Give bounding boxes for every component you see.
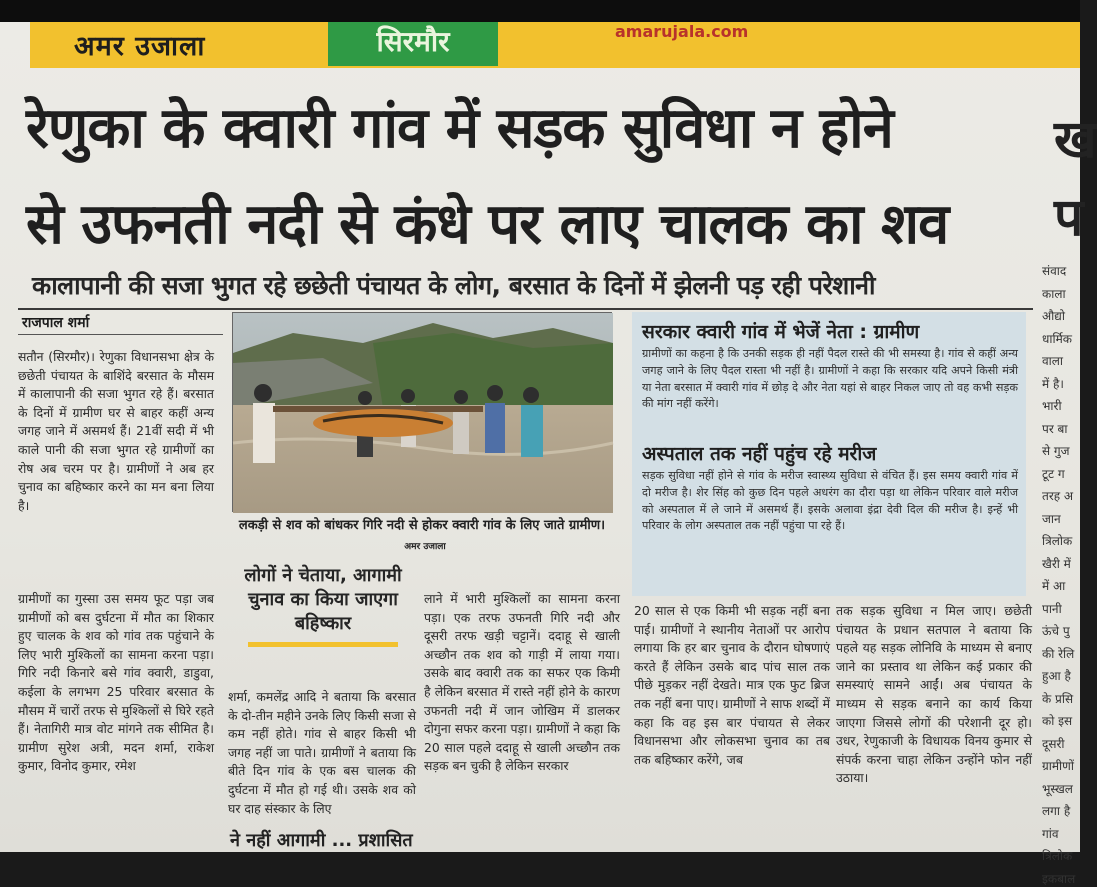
divider (18, 334, 223, 335)
pull-quote (230, 564, 416, 647)
next-headline-text: ने नहीं आगामी ... प्रशासित (230, 830, 413, 851)
box-text-1: ग्रामीणों का कहना है कि उनकी सड़क ही नहीं पैदल रास्ते की भी समस्या है। गांव से कहीं अन्य जगह जाने के लिए पैदल रास्ता भी नहीं है। ग्रामीणों ने कहा कि सरकार यदि अपने किसी मंत्री या नेता बरसात में क्वारी गांव में छोड़ दे और नेता यहां से बाहर निकल जाए तो वह कभी सड़क की मांग नहीं करेंगे। (642, 347, 1018, 411)
caption-text: लकड़ी से शव को बांधकर गिरि नदी से होकर क्वारी गांव के लिए जाते ग्रामीण। (238, 518, 606, 533)
paragraph: शर्मा, कमलेंद्र आदि ने बताया कि बरसात के दो-तीन महीने उनके लिए किसी सजा से कम नहीं होते। गांव से बाहर किसी भी जगह नहीं जा पाते। ग्रामीणों ने बताया कि बीते दिन गांव के एक बस चालक की दुर्घटना में मौत हो गई थी। उसके शव को घर दाह संस्कार के लिए (228, 689, 416, 816)
divider (18, 308, 1033, 310)
edge-text-line: काला (1042, 286, 1066, 301)
paragraph: तक सड़क सुविधा न मिल जाए। छछेती पंचायत के प्रधान सतपाल ने बताया कि पहले यह सड़क लोनिवि के माध्यम से बनाए जाने का प्रस्ताव था लेकिन कई प्रकार की समस्याएं सामने आईं। अब पंचायत के माध्यम से सड़क बनाने का कार्य किया जाएगा जिससे लोगों की परेशानी दूर हो। उधर, रेणुकाजी के विधायक विनय कुमार से संपर्क करना चाहा लेकिन उन्होंने फोन नहीं उठाया। (836, 603, 1032, 786)
box-title-1: सरकार क्वारी गांव में भेजें नेता : ग्रामीण (642, 321, 920, 343)
edge-text-line: लगा है (1042, 804, 1071, 818)
edge-text-line: को इस (1042, 714, 1073, 728)
edge-text-line: दूसरी (1042, 736, 1065, 751)
edge-text-line: हुआ है (1042, 669, 1071, 683)
section-tag: सिरमौर (328, 22, 498, 66)
edge-text-line: ऊंचे पु (1042, 624, 1070, 638)
paragraph: सतौन (सिरमौर)। रेणुका विधानसभा क्षेत्र के छछेती पंचायत के बाशिंदे बरसात के मौसम में कालापानी की सजा भुगत रहे हैं। बरसात के दिनों में ग्रामीण घर से बाहर कहीं अन्य जगह जाने में असमर्थ हैं। 21वीं सदी में भी काले पानी की सजा भुगत रहे ग्रामीणों का रोष अब चरम पर है। ग्रामीणों ने अब हर चुनाव का बहिष्कार करने का मन बना लिया है। (18, 349, 214, 513)
news-photo (232, 312, 612, 512)
edge-text-line: इकबाल (1042, 871, 1076, 886)
article-column-2 (228, 688, 416, 818)
paragraph: 20 साल से एक किमी भी सड़क नहीं बना पाई। ग्रामीणों ने स्थानीय नेताओं पर आरोप लगाया कि हर बार चुनाव के दौरान घोषणाएं करते हैं लेकिन उसके बाद पांच साल तक पीछे मुड़कर नहीं देखते। मात्र एक फुट ब्रिज तक नहीं बना पाए। ग्रामीणों ने साफ शब्दों में कहा कि वह इस बार पंचायत से लेकर विधानसभा और लोकसभा चुनाव का तब तक बहिष्कार करेंगे, जब (634, 603, 830, 767)
sidebar-box (632, 312, 1026, 596)
edge-text-line: पानी (1042, 601, 1062, 616)
edge-text-line: वाला (1042, 354, 1064, 368)
website-label: amarujala.com (615, 22, 749, 41)
edge-text-line: से गुज (1042, 444, 1070, 458)
article-column-5 (836, 602, 1032, 788)
edge-text-line: में आ (1042, 579, 1066, 593)
edge-text-line: जान (1042, 511, 1061, 526)
edge-text-line: भूस्खल (1042, 781, 1073, 796)
box-title-2: अस्पताल तक नहीं पहुंच रहे मरीज (642, 443, 877, 465)
edge-headline-fragment: प (1054, 188, 1084, 248)
edge-text-line: पर बा (1042, 421, 1068, 436)
paragraph: लाने में भारी मुश्किलों का सामना करना पड़ा। एक तरफ उफनती गिरि नदी और दूसरी तरफ खड़ी चट्टानें। ददाहू से खाली अच्छौन तक शव को गाड़ी में लाया गया। उसके बाद क्वारी तक का सफर एक किमी है लेकिन बरसात में रास्ते नहीं होने के कारण उफनती नदी में जान जोखिम में डालकर दोगुना सफर करना पड़ा। ग्रामीणों ने कहा कि 20 साल पहले ददाहू से खाली अच्छौन तक सड़क बन चुकी है लेकिन सरकार (424, 591, 620, 774)
edge-text-line: की रेलि (1042, 646, 1075, 661)
photo-credit: अमर उजाला (404, 542, 446, 552)
subheadline: कालापानी की सजा भुगत रहे छछेती पंचायत के लोग, बरसात के दिनों में झेलनी पड़ रही परेशानी (32, 271, 876, 300)
edge-text-line: में है। (1042, 376, 1064, 391)
edge-text-line: के प्रसि (1042, 691, 1074, 706)
article-column-3 (424, 590, 620, 776)
article-column-1b (18, 590, 214, 776)
photo-caption (232, 516, 612, 557)
edge-text-line: गांव (1042, 826, 1059, 841)
box-text-2: सड़क सुविधा नहीं होने से गांव के मरीज स्वास्थ्य सुविधा से वंचित हैं। इस समय क्वारी गांव में दो मरीज है। शेर सिंह को कुछ दिन पहले अधरंग का दौरा पड़ा था लेकिन परिवार वाले मरीज को अस्पताल में ले जाने में असमर्थ हैं। इसके अलावा इंद्रा देवी दिल की मरीज है। इन्हें भी परिवार के लोग अस्पताल तक नहीं पहुंचा पा रहे हैं। (642, 469, 1019, 533)
brand-logo: अमर उजाला (74, 31, 206, 62)
edge-headline-fragment: ख (1054, 110, 1097, 170)
adjacent-article-edge (1040, 102, 1097, 886)
river-crossing-photo (233, 313, 613, 513)
edge-text-line: औद्यो (1042, 309, 1065, 323)
newspaper-page (0, 22, 1097, 886)
next-headline-fragment (230, 828, 650, 852)
article-column-4 (634, 602, 830, 769)
pull-quote-bar (248, 642, 398, 647)
paragraph: ग्रामीणों का गुस्सा उस समय फूट पड़ा जब ग्रामीणों को बस दुर्घटना में मौत का शिकार हुए चालक के शव को गांव तक पहुंचाने के लिए भारी मुश्किलों का सामना करना पड़ा। गिरि नदी किनारे बसे गांव क्वारी, डाडुवा, कईला के लगभग 25 परिवार बरसात के मौसम में चारों तरफ से मुश्किलों से घिरे रहते हैं। नेतागिरी मात्र वोट मांगने तक सीमित है। ग्रामीण सुरेश अत्री, मदन शर्मा, राकेश कुमार, विनोद कुमार, रमेश (18, 591, 214, 774)
edge-text-line: टूट ग (1042, 466, 1065, 481)
edge-text-line: तरह अ (1042, 489, 1074, 503)
edge-text-line: धार्मिक (1042, 331, 1072, 346)
headline-line-1: रेणुका के क्वारी गांव में सड़क सुविधा न होने (26, 96, 893, 161)
edge-text-line: भारी (1042, 399, 1062, 413)
screen-top-bar (0, 0, 1080, 22)
byline: राजपाल शर्मा (22, 315, 90, 331)
edge-text-line: संवाद (1042, 264, 1067, 278)
masthead (30, 22, 1080, 68)
article-column-1 (18, 348, 214, 515)
pull-quote-text: लोगों ने चेताया, आगामी चुनाव का किया जाएगा बहिष्कार (244, 565, 402, 634)
edge-text-line: खैरी में (1042, 556, 1071, 571)
edge-text-line: त्रिलोक (1042, 849, 1073, 863)
headline-line-2: से उफनती नदी से कंधे पर लाए चालक का शव (26, 192, 949, 257)
edge-text-line: ग्रामीणों (1042, 759, 1074, 773)
edge-text-line: त्रिलोक (1042, 534, 1073, 548)
